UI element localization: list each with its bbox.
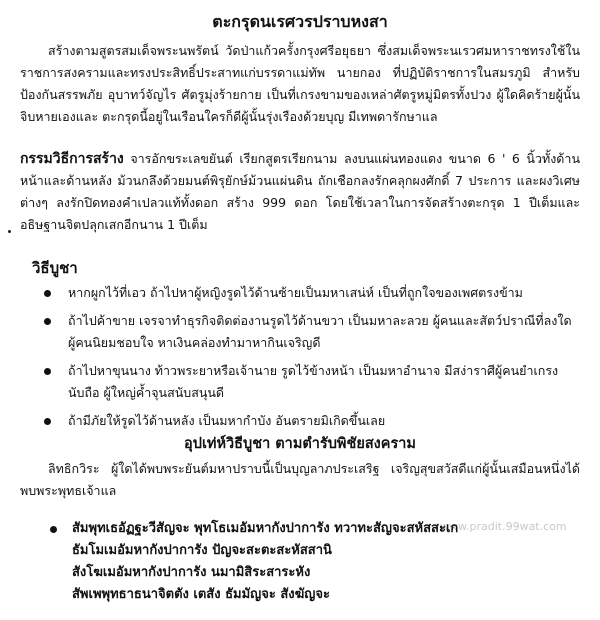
chant-line: สังโฆเมอัมหากังปาการัง นมามิสิระสาระหัง <box>72 565 311 580</box>
chant-block <box>48 518 588 606</box>
list-item: ถ้าไปค้าขาย เจรจาทำธุรกิจติดต่องานรูดไว้ด้านขวา เป็นมหาละลวย ผู้คนและสัตว์ปราณีที่ลงใดผู้คนนิยมชอบใจ หาเงินคล่องทำมาหากินเจริญดี <box>40 310 580 354</box>
method-label: กรรมวิธีการสร้าง <box>20 151 124 167</box>
worship-list <box>40 282 580 438</box>
section-subtitle: อุปเท่ห์วิธีบูชา ตามตำรับพิชัยสงคราม <box>184 436 416 452</box>
list-item: ถ้ามีภัยให้รูดไว้ด้านหลัง เป็นมหากำบัง อันตรายมิเกิดขึ้นเลย <box>40 410 580 432</box>
chant-line: ธัมโมเมอัมหากังปาการัง ปัญจะสะตะสะหัสสานิ <box>72 543 332 558</box>
worship-heading: วิธีบูชา <box>32 259 78 277</box>
blessing-paragraph: ลิทธิกวิระ ผู้ใดได้พบพระยันต์มหาปราบนี้เป็นบุญลาภประเสริฐ เจริญสุขสวัสดีแก่ผู้นั้นเสมือนหนึ่งได้พบพระพุทธเจ้าแล <box>20 461 580 498</box>
method-text: จารอักขระเลขยันต์ เรียกสูตรเรียกนาม ลงบนแผ่นทองแดง ขนาด 6 ' 6 นิ้วทั้งด้านหน้าและด้านหลัง ม้วนกลึงด้วยมนต์พิรุยักษ์ม้วนแผ่นดิน ถักเชือกลงรักคลุกผงศักดิ์ 7 ประการ และผงวิเศษต่างๆ ลงรักปิดทองคำเปลวแท้ทั้งดอก สร้าง 999 ดอก โดยใช้เวลาในการจัดสร้างตะกรุด 1 ปีเต็มและอธิษฐานจิตปลุกเสกอีกนาน 1 ปีเต็ม <box>20 151 580 232</box>
method-paragraph <box>20 148 580 236</box>
list-item: ถ้าไปหาขุนนาง ท้าวพระยาหรือเจ้านาย รูดไว้ข้างหน้า เป็นมหาอำนาจ มีสง่าราศีผู้คนยำเกรงนับถือ ผู้ใหญ่ค้ำจุนสนับสนุนดี <box>40 360 580 404</box>
document-title: ตะกรุดนเรศวรปราบหงสา <box>212 12 388 31</box>
watermark-text: www.pradit.99wat.com <box>440 520 567 533</box>
chant-line: สัมพุทเธอัฏฐะวีสัญจะ พุทโธเมอัมหากังปาการัง ทวาทะสัญจะสหัสสะเก <box>48 518 588 540</box>
list-item: หากผูกไว้ที่เอว ถ้าไปหาผู้หญิงรูดไว้ด้านซ้ายเป็นมหาเสน่ห์ เป็นที่ถูกใจของเพศตรงข้าม <box>40 282 580 304</box>
intro-paragraph: สร้างตามสูตรสมเด็จพระนพรัตน์ วัดป่าแก้วครั้งกรุงศรีอยุธยา ซึ่งสมเด็จพระนเรวศมหาราชทรงใช้ในราชการสงครามและทรงประสิทธิ์ประสาทแก่บรรดาแม่ทัพ นายกอง ที่ปฏิบัติราชการในสมรภูมิ สำหรับป้องกันสรรพภัย อุบาทว์จัญไร ศัตรูมุ่งร้ายกาย เป็นที่เกรงขามของเหล่าศัตรูหมู่มิตรทั้งปวง ผู้ใดคิดร้ายผู้นั้นจิบหายเองและ ตะกรุดนี้อยู่ในเรือนใครก็ดีผู้นั้นรุ่งเรืองด้วยบุญ มีเทพดารักษาแล <box>20 43 580 124</box>
margin-dot <box>8 230 11 233</box>
chant-line: สัพเพพุทธาธนาจิตตัง เตสัง ธัมมัญจะ สังฆัญจะ <box>72 587 330 602</box>
